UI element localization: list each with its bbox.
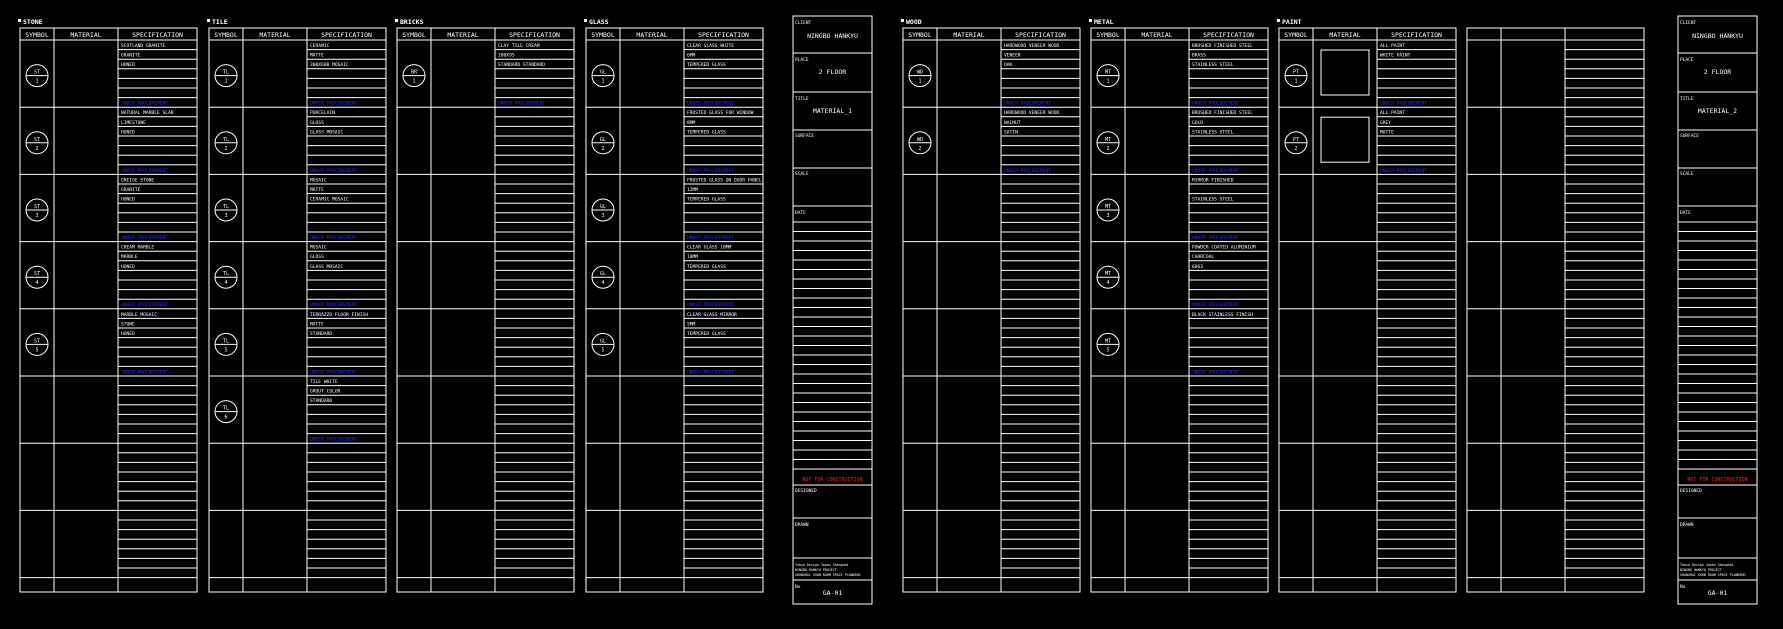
procurement-status: UNDER PROCUREMENT bbox=[498, 101, 546, 107]
firm-line: NINGBO HANKYU PROJECT bbox=[795, 568, 837, 572]
schedule-title: METAL bbox=[1094, 18, 1114, 26]
designed-label: DESIGNED bbox=[795, 489, 817, 494]
symbol-number: 5 bbox=[35, 347, 39, 354]
symbol-number: 2 bbox=[601, 145, 605, 152]
spec-line: MOSAIC bbox=[310, 245, 327, 251]
symbol-code: ST bbox=[33, 271, 41, 278]
spec-line: NATURAL MARBLE SLAB bbox=[121, 111, 174, 117]
spec-line: MATTE bbox=[310, 322, 324, 328]
spec-line: TERRAZZO FLOOR FINISH bbox=[310, 312, 369, 318]
spec-line: 12MM bbox=[687, 188, 699, 193]
schedule-title: PAINT bbox=[1282, 18, 1302, 26]
spec-line: STANDARD bbox=[310, 399, 333, 405]
not-for-construction-stamp: NOT FOR CONSTRUCTION bbox=[802, 477, 863, 483]
title-marker bbox=[395, 19, 398, 22]
procurement-status: UNDER PROCUREMENT bbox=[1380, 101, 1428, 107]
spec-line: HONED bbox=[121, 332, 135, 337]
symbol-code: TL bbox=[222, 204, 230, 210]
firm-line: SHANGHAI SHOW ROOM SPACE PLANNING bbox=[1680, 573, 1746, 577]
procurement-status: UNDER PROCUREMENT bbox=[1192, 303, 1240, 309]
header-material: MATERIAL bbox=[636, 31, 668, 39]
procurement-status: UNDER PROCUREMENT bbox=[1192, 370, 1240, 376]
spec-line: ALL PAINT bbox=[1380, 44, 1405, 49]
spec-line: GREY bbox=[1380, 120, 1392, 126]
spec-line: GOLD bbox=[1192, 120, 1204, 126]
title-marker bbox=[1089, 19, 1092, 22]
procurement-status: UNDER PROCUREMENT bbox=[310, 168, 358, 174]
procurement-status: UNDER PROCUREMENT bbox=[121, 101, 169, 107]
spec-line: 200X95 bbox=[498, 53, 515, 59]
title-label: TITLE bbox=[1680, 97, 1694, 102]
header-symbol: SYMBOL bbox=[402, 31, 426, 39]
spec-line: GLOSS bbox=[310, 255, 324, 261]
schedule-title: BRICKS bbox=[400, 18, 424, 26]
spec-line: VENEER bbox=[1004, 53, 1021, 59]
title-marker bbox=[18, 19, 21, 22]
firm-line: Tokyo Design Japan Shanghai bbox=[1680, 563, 1734, 567]
number-label: No bbox=[795, 585, 801, 590]
spec-line: FROSTED GLASS ON DOOR PANEL bbox=[687, 178, 762, 184]
symbol-code: ST bbox=[33, 338, 41, 345]
spec-line: STANDARD bbox=[310, 332, 333, 337]
symbol-code: TL bbox=[222, 69, 230, 76]
header-material: MATERIAL bbox=[1329, 31, 1361, 39]
client-name: NINGBO HANKYU bbox=[1692, 32, 1743, 40]
spec-line: CLEAR GLASS MIRROR bbox=[687, 312, 737, 318]
spec-line: TEMPERED GLASS bbox=[687, 264, 726, 270]
spec-line: GLASS MOSAIC bbox=[310, 264, 344, 270]
spec-line: 6063 bbox=[1192, 264, 1204, 270]
symbol-code: GL bbox=[599, 271, 607, 278]
symbol-code: MT bbox=[1104, 204, 1112, 210]
procurement-status: UNDER PROCUREMENT bbox=[1380, 168, 1428, 174]
header-material: MATERIAL bbox=[1141, 31, 1173, 39]
spec-line: BLACK STAINLESS FINISH bbox=[1192, 312, 1253, 318]
symbol-number: 1 bbox=[601, 78, 605, 85]
spec-line: HARDWOOD VENEER WOOD bbox=[1004, 44, 1060, 49]
symbol-code: TL bbox=[222, 405, 230, 412]
procurement-status: UNDER PROCUREMENT bbox=[687, 168, 735, 174]
header-symbol: SYMBOL bbox=[591, 31, 615, 39]
procurement-status: UNDER PROCUREMENT bbox=[310, 101, 358, 107]
sheet-number: GA-01 bbox=[1707, 589, 1728, 597]
symbol-number: 5 bbox=[1106, 347, 1110, 354]
spec-line: STAINLESS STEEL bbox=[1192, 63, 1234, 69]
header-symbol: SYMBOL bbox=[25, 31, 49, 39]
header-material: MATERIAL bbox=[447, 31, 479, 39]
symbol-number: 5 bbox=[601, 347, 605, 354]
procurement-status: UNDER PROCUREMENT bbox=[310, 437, 358, 443]
date-label: DATE bbox=[795, 211, 806, 216]
symbol-number: 5 bbox=[224, 347, 228, 354]
spec-line: CLAY TILE CREAM bbox=[498, 44, 540, 49]
firm-line: SHANGHAI SHOW ROOM SPACE PLANNING bbox=[795, 573, 861, 577]
title-label: TITLE bbox=[795, 97, 809, 102]
spec-line: 5MM bbox=[687, 322, 696, 328]
spec-line: STAINLESS STEEL bbox=[1192, 130, 1234, 136]
spec-line: TILE WHITE bbox=[310, 380, 338, 385]
number-label: No bbox=[1680, 585, 1686, 590]
procurement-status: UNDER PROCUREMENT bbox=[121, 303, 169, 309]
schedule-title: STONE bbox=[23, 18, 43, 26]
firm-line: NINGBO HANKYU PROJECT bbox=[1680, 568, 1722, 572]
symbol-code: GL bbox=[599, 136, 607, 143]
symbol-number: 1 bbox=[35, 78, 39, 85]
symbol-number: 3 bbox=[35, 213, 39, 219]
symbol-number: 3 bbox=[1106, 213, 1110, 219]
spec-line: CREAM MARBLE bbox=[121, 245, 155, 251]
title-marker bbox=[1277, 19, 1280, 22]
spec-line: LIMESTONE bbox=[121, 120, 146, 126]
symbol-code: GL bbox=[599, 204, 607, 210]
spec-line: HONED bbox=[121, 197, 135, 203]
spec-line: BRUSHED FINISHED STEEL bbox=[1192, 111, 1253, 117]
spec-line: MATTE bbox=[310, 53, 324, 59]
spec-line: MATTE bbox=[1380, 130, 1394, 136]
symbol-code: ST bbox=[33, 136, 41, 143]
symbol-number: 2 bbox=[35, 145, 39, 152]
header-specification: SPECIFICATION bbox=[1015, 31, 1066, 39]
sheet-title: MATERIAL_2 bbox=[1697, 107, 1738, 115]
spec-line: 6MM bbox=[687, 53, 696, 59]
spec-line: GLASS MOSAIC bbox=[310, 130, 344, 136]
header-symbol: SYMBOL bbox=[908, 31, 932, 39]
sheet-number: GA-01 bbox=[822, 589, 843, 597]
spec-line: HONED bbox=[121, 264, 135, 270]
designed-label: DESIGNED bbox=[1680, 489, 1702, 494]
schedule-title: WOOD bbox=[906, 18, 922, 26]
symbol-number: 1 bbox=[918, 78, 922, 85]
symbol-code: WD bbox=[916, 69, 924, 76]
sheet-title: MATERIAL_1 bbox=[812, 107, 853, 115]
procurement-status: UNDER PROCUREMENT bbox=[687, 370, 735, 376]
spec-line: GRANITE bbox=[121, 188, 141, 193]
symbol-code: GL bbox=[599, 69, 607, 76]
symbol-number: 4 bbox=[224, 280, 228, 287]
procurement-status: UNDER PROCUREMENT bbox=[310, 303, 358, 309]
title-marker bbox=[584, 19, 587, 22]
spec-line: MARBLE bbox=[121, 255, 138, 261]
spec-line: SATIN bbox=[1004, 130, 1018, 136]
procurement-status: UNDER PROCUREMENT bbox=[687, 101, 735, 107]
symbol-number: 4 bbox=[601, 280, 605, 287]
symbol-code: ST bbox=[33, 69, 41, 76]
spec-line: CERAMIC MOSAIC bbox=[310, 197, 349, 203]
drawn-label: DRAWN bbox=[795, 523, 809, 528]
spec-line: MOSAIC bbox=[310, 178, 327, 184]
title-marker bbox=[207, 19, 210, 22]
header-symbol: SYMBOL bbox=[1284, 31, 1308, 39]
symbol-number: 2 bbox=[1106, 145, 1110, 152]
symbol-code: MT bbox=[1104, 338, 1112, 345]
spec-line: GREIGE STONE bbox=[121, 178, 155, 184]
spec-line: PORCELAIN bbox=[310, 111, 335, 117]
spec-line: TEMPERED GLASS bbox=[687, 197, 726, 203]
spec-line: FROSTED GLASS FOR WINDOW bbox=[687, 111, 754, 117]
spec-line: 8MM bbox=[687, 120, 696, 126]
symbol-code: PT bbox=[1292, 69, 1300, 76]
spec-line: MARBLE MOSAIC bbox=[121, 312, 157, 318]
procurement-status: UNDER PROCUREMENT bbox=[121, 370, 169, 376]
spec-line: GLOSS bbox=[310, 120, 324, 126]
procurement-status: UNDER PROCUREMENT bbox=[310, 236, 358, 241]
symbol-code: MT bbox=[1104, 136, 1112, 143]
header-material: MATERIAL bbox=[259, 31, 291, 39]
client-label: CLIENT bbox=[1680, 21, 1697, 26]
procurement-status: UNDER PROCUREMENT bbox=[121, 168, 169, 174]
spec-line: 10MM bbox=[687, 255, 699, 261]
spec-line: TEMPERED GLASS bbox=[687, 63, 726, 69]
spec-line: BRASS bbox=[1192, 53, 1206, 59]
symbol-code: BR bbox=[410, 69, 418, 76]
spec-line: WALNUT bbox=[1004, 120, 1021, 126]
scale-label: SCALE bbox=[795, 172, 809, 177]
procurement-status: UNDER PROCUREMENT bbox=[687, 236, 735, 241]
spec-line: HARDWOOD VENEER WOOD bbox=[1004, 111, 1060, 117]
procurement-status: UNDER PROCUREMENT bbox=[1192, 168, 1240, 174]
spec-line: HONED bbox=[121, 63, 135, 69]
drawn-label: DRAWN bbox=[1680, 523, 1694, 528]
symbol-number: 1 bbox=[1106, 78, 1110, 85]
symbol-code: ST bbox=[33, 204, 41, 210]
spec-line: GROUT COLOR bbox=[310, 389, 341, 395]
symbol-code: TL bbox=[222, 271, 230, 278]
client-name: NINGBO HANKYU bbox=[807, 32, 858, 40]
symbol-number: 4 bbox=[35, 280, 39, 287]
symbol-code: GL bbox=[599, 338, 607, 345]
header-specification: SPECIFICATION bbox=[321, 31, 372, 39]
spec-line: STANDARD STANDARD bbox=[498, 63, 546, 69]
header-material: MATERIAL bbox=[70, 31, 102, 39]
client-label: CLIENT bbox=[795, 21, 812, 26]
place-name: 2 FLOOR bbox=[1703, 68, 1732, 76]
symbol-number: 2 bbox=[918, 145, 922, 152]
symbol-number: 2 bbox=[1294, 145, 1298, 152]
spec-line: TEMPERED GLASS bbox=[687, 332, 726, 337]
title-marker bbox=[901, 19, 904, 22]
spec-line: POWDER COATED ALUMINIUM bbox=[1192, 245, 1256, 251]
symbol-code: MT bbox=[1104, 271, 1112, 278]
date-label: DATE bbox=[1680, 211, 1691, 216]
symbol-code: PT bbox=[1292, 136, 1300, 143]
schedule-title: TILE bbox=[212, 18, 228, 26]
firm-line: Tokyo Design Japan Shanghai bbox=[795, 563, 849, 567]
symbol-code: WD bbox=[916, 136, 924, 143]
symbol-number: 6 bbox=[224, 414, 228, 421]
symbol-number: 4 bbox=[1106, 280, 1110, 287]
place-label: PLACE bbox=[795, 58, 809, 63]
symbol-number: 1 bbox=[224, 78, 228, 85]
symbol-number: 3 bbox=[224, 213, 228, 219]
symbol-code: TL bbox=[222, 338, 230, 345]
header-specification: SPECIFICATION bbox=[1391, 31, 1442, 39]
symbol-code: MT bbox=[1104, 69, 1112, 76]
place-label: PLACE bbox=[1680, 58, 1694, 63]
header-symbol: SYMBOL bbox=[214, 31, 238, 39]
symbol-number: 1 bbox=[1294, 78, 1298, 85]
place-name: 2 FLOOR bbox=[818, 68, 847, 76]
procurement-status: UNDER PROCUREMENT bbox=[310, 370, 358, 376]
spec-line: TEMPERED GLASS bbox=[687, 130, 726, 136]
spec-line: MATTE bbox=[310, 188, 324, 193]
spec-line: STONE bbox=[121, 322, 135, 328]
spec-line: GRANITE bbox=[121, 53, 141, 59]
spec-line: WHITE PAINT bbox=[1380, 53, 1411, 59]
symbol-number: 3 bbox=[601, 213, 605, 219]
procurement-status: UNDER PROCUREMENT bbox=[687, 303, 735, 309]
procurement-status: UNDER PROCUREMENT bbox=[1192, 101, 1240, 107]
procurement-status: UNDER PROCUREMENT bbox=[1192, 236, 1240, 241]
spec-line: ALL PAINT bbox=[1380, 111, 1405, 117]
spec-line: CLEAR GLASS 10MM bbox=[687, 245, 732, 251]
schedule-title: GLASS bbox=[589, 18, 609, 26]
symbol-number: 1 bbox=[412, 78, 416, 85]
header-specification: SPECIFICATION bbox=[132, 31, 183, 39]
header-material: MATERIAL bbox=[953, 31, 985, 39]
header-specification: SPECIFICATION bbox=[1203, 31, 1254, 39]
spec-line: SCOTLAND GRANITE bbox=[121, 44, 166, 49]
header-specification: SPECIFICATION bbox=[698, 31, 749, 39]
not-for-construction-stamp: NOT FOR CONSTRUCTION bbox=[1687, 477, 1748, 483]
symbol-number: 2 bbox=[224, 145, 228, 152]
symbol-code: TL bbox=[222, 136, 230, 143]
spec-line: CHARCOAL bbox=[1192, 255, 1215, 261]
spec-line: 300X600 MOSAIC bbox=[310, 63, 349, 69]
procurement-status: UNDER PROCUREMENT bbox=[121, 236, 169, 241]
surface-label: SURFACE bbox=[1680, 134, 1699, 139]
header-specification: SPECIFICATION bbox=[509, 31, 560, 39]
spec-line: CERAMIC bbox=[310, 44, 330, 49]
header-symbol: SYMBOL bbox=[1096, 31, 1120, 39]
spec-line: MIRROR FINISHED bbox=[1192, 178, 1234, 184]
spec-line: OAK bbox=[1004, 63, 1013, 69]
spec-line: BRUSHED FINISHED STEEL bbox=[1192, 44, 1253, 49]
procurement-status: UNDER PROCUREMENT bbox=[1004, 168, 1052, 174]
procurement-status: UNDER PROCUREMENT bbox=[1004, 101, 1052, 107]
spec-line: HONED bbox=[121, 130, 135, 136]
spec-line: STAINLESS STEEL bbox=[1192, 197, 1234, 203]
scale-label: SCALE bbox=[1680, 172, 1694, 177]
spec-line: CLEAR GLASS WHITE bbox=[687, 44, 735, 49]
surface-label: SURFACE bbox=[795, 134, 814, 139]
